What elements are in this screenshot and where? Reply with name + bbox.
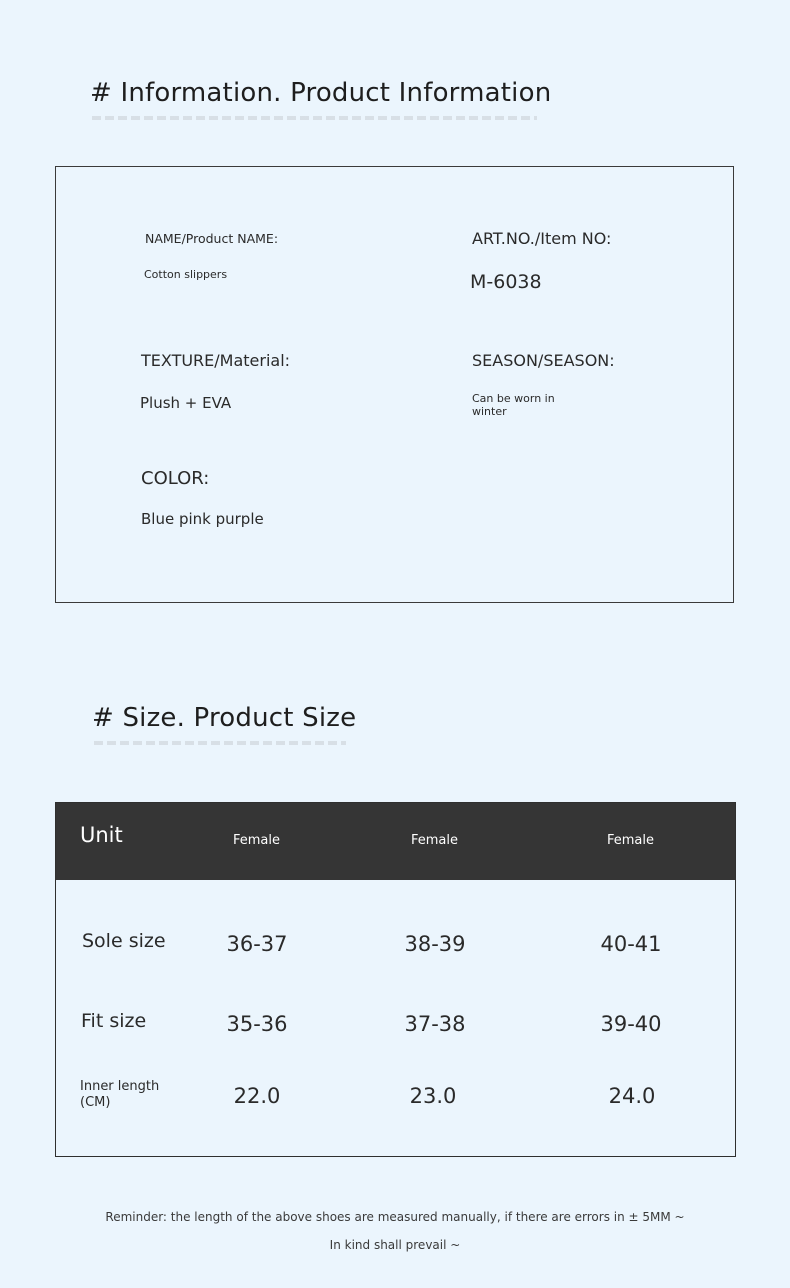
art-no-label: ART.NO./Item NO: bbox=[472, 229, 612, 248]
table-cell: 39-40 bbox=[600, 1012, 662, 1036]
header-col-2: Female bbox=[411, 833, 459, 848]
color-value: Blue pink purple bbox=[141, 510, 264, 528]
row-label-sole-size: Sole size bbox=[82, 930, 166, 952]
table-cell: 37-38 bbox=[404, 1012, 466, 1036]
table-cell: 35-36 bbox=[226, 1012, 288, 1036]
table-cell: 22.0 bbox=[233, 1084, 281, 1108]
table-cell: 23.0 bbox=[409, 1084, 457, 1108]
header-col-1: Female bbox=[233, 833, 281, 848]
table-cell: 36-37 bbox=[226, 932, 288, 956]
table-cell: 24.0 bbox=[608, 1084, 656, 1108]
table-cell: 38-39 bbox=[404, 932, 466, 956]
season-label: SEASON/SEASON: bbox=[472, 351, 615, 370]
art-no-value: M-6038 bbox=[470, 271, 542, 293]
size-title-underline-decoration bbox=[94, 741, 346, 745]
row-label-inner-length: Inner length (CM) bbox=[80, 1079, 160, 1110]
row-label-fit-size: Fit size bbox=[81, 1010, 147, 1032]
table-cell: 40-41 bbox=[600, 932, 662, 956]
size-table bbox=[55, 802, 736, 1157]
texture-label: TEXTURE/Material: bbox=[141, 351, 291, 370]
footer-reminder: Reminder: the length of the above shoes are measured manually, if there are errors in ± 5MM ~ bbox=[105, 1210, 685, 1224]
footer-in-kind-note: In kind shall prevail ~ bbox=[329, 1238, 461, 1252]
table-header bbox=[56, 803, 735, 880]
info-section-title: # Information. Product Information bbox=[90, 78, 552, 108]
size-section-title: # Size. Product Size bbox=[92, 703, 357, 733]
header-unit: Unit bbox=[80, 823, 123, 847]
product-info-box bbox=[55, 166, 734, 603]
color-label: COLOR: bbox=[141, 468, 210, 489]
info-title-underline-decoration bbox=[92, 116, 537, 120]
texture-value: Plush + EVA bbox=[140, 394, 232, 412]
name-label: NAME/Product NAME: bbox=[145, 231, 279, 246]
name-value: Cotton slippers bbox=[144, 268, 228, 281]
season-value: Can be worn in winter bbox=[472, 392, 555, 418]
header-col-3: Female bbox=[607, 833, 655, 848]
